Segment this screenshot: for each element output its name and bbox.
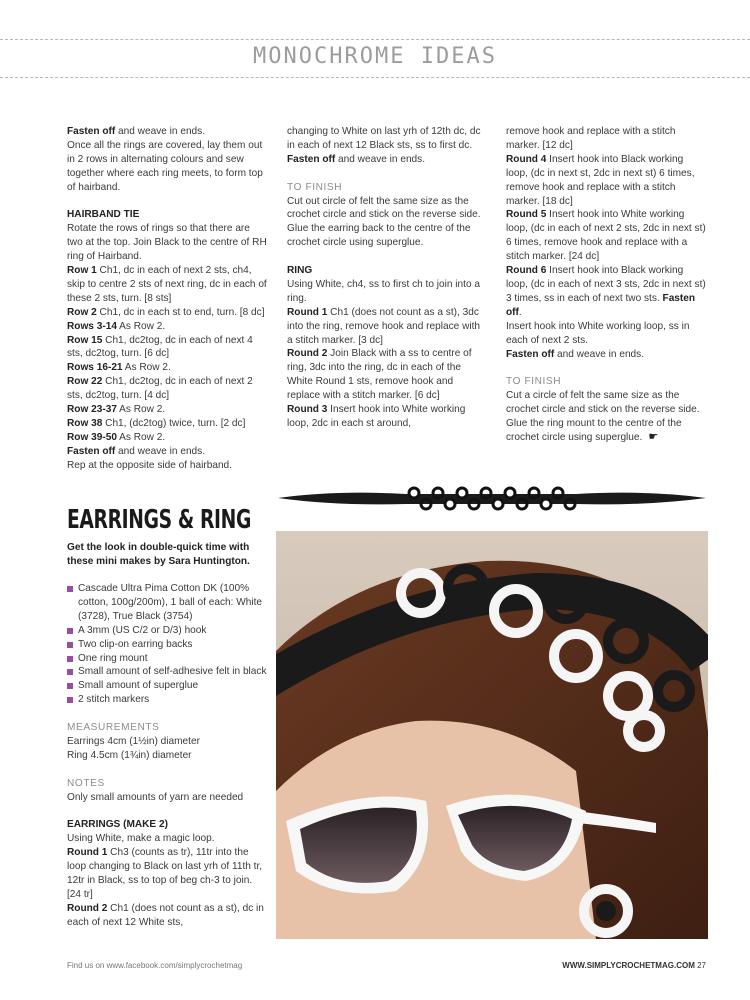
- section-heading-earrings: EARRINGS (MAKE 2): [67, 819, 168, 831]
- round-instruction: Round 1 Ch3 (counts as tr), 11tr into the loop changing to Black on last yrh of 11th tr, 12tr in Black, ss to top of beg ch-3 to join. [24 tr]: [67, 847, 263, 900]
- section-heading-hairband-tie: HAIRBAND TIE: [67, 209, 140, 221]
- row-instruction: Rows 16-21 As Row 2.: [67, 362, 171, 374]
- material-item: 2 stitch markers: [67, 693, 267, 707]
- materials-list: [67, 582, 267, 707]
- row-instruction: Row 22 Ch1, dc2tog, dc in each of next 2 sts, dc2tog, turn. [4 dc]: [67, 376, 253, 402]
- earrings-ring-title: EARRINGS & RING: [67, 505, 251, 535]
- paragraph: Cut out circle of felt the same size as the crochet circle and stick on the reverse side. Glue the earring back to the centre of the crochet circle using superglue.: [287, 195, 481, 249]
- page-number: 27: [697, 961, 706, 970]
- bold-text: Fasten off: [67, 126, 116, 137]
- measurement-ring: Ring 4.5cm (1¾in) diameter: [67, 749, 192, 761]
- paragraph: changing to White on last yrh of 12th dc, dc in each of next 12 Black sts, ss to first dc.: [287, 126, 481, 151]
- paragraph: Once all the rings are covered, lay them out in 2 rows in alternating colours and sew together where each ring meets, to form top of hairband.: [67, 139, 263, 193]
- row-instruction: Row 2 Ch1, dc in each st to end, turn. [8 dc]: [67, 306, 265, 318]
- page-section-title: MONOCHROME IDEAS: [253, 44, 497, 69]
- round-instruction: Round 5 Insert hook into White working loop, (dc in each of next 2 sts, 2dc in next st) 6 times, remove hook and replace with a stitch marker. [24 dc]: [506, 209, 706, 263]
- round-instruction: Round 2 Ch1 (does not count as a st), dc in each of next 12 White sts,: [67, 902, 264, 928]
- round-instruction: Round 1 Ch1 (does not count as a st), 3dc into the ring, remove hook and replace with a stitch marker. [3 dc]: [287, 306, 481, 346]
- material-item: Small amount of self-adhesive felt in black: [67, 665, 267, 679]
- row-instruction: Rows 3-14 As Row 2.: [67, 320, 166, 332]
- footer-facebook: Find us on www.facebook.com/simplycrochetmag: [67, 961, 243, 970]
- earrings-intro: Get the look in double-quick time with these mini makes by Sara Huntington.: [67, 542, 250, 567]
- subheading-to-finish: TO FINISH: [506, 376, 562, 388]
- material-item: One ring mount: [67, 652, 267, 666]
- round-instruction: Round 2 Join Black with a ss to centre of ring, 3dc into the ring, dc in each of the White Round 1 sts, remove hook and replace with a stitch marker. [6 dc]: [287, 348, 472, 402]
- subheading-to-finish: TO FINISH: [287, 181, 343, 193]
- material-item: Small amount of superglue: [67, 679, 267, 693]
- measurement-earrings: Earrings 4cm (1½in) diameter: [67, 735, 200, 747]
- hairband-illustration: [276, 480, 708, 516]
- row-instruction: Fasten off and weave in ends.: [67, 445, 206, 457]
- notes-text: Only small amounts of yarn are needed: [67, 791, 244, 803]
- subheading-notes: NOTES: [67, 777, 105, 789]
- round-instruction: Round 3 Insert hook into White working loop, 2dc in each st around,: [287, 404, 466, 429]
- paragraph: remove hook and replace with a stitch marker. [12 dc]: [506, 126, 676, 151]
- text-column-1: [67, 125, 267, 473]
- body-text: and weave in ends.: [554, 348, 645, 360]
- material-item: Two clip-on earring backs: [67, 638, 267, 652]
- round-instruction: Round 4 Insert hook into Black working loop, (dc in next st, 2dc in next st) 6 times, remove hook and replace with a stitch marker. [18 dc]: [506, 153, 695, 207]
- row-instruction: Row 23-37 As Row 2.: [67, 404, 166, 416]
- text-column-2: [287, 125, 483, 431]
- paragraph: Rep at the opposite side of hairband.: [67, 459, 232, 471]
- round-instruction: Round 6 Insert hook into Black working loop, (dc in each of next 3 sts, 2dc in next st) 3 times, ss in each of next two sts. Fasten off.: [506, 265, 706, 318]
- text-column-3: [506, 125, 706, 445]
- model-photo: [276, 531, 708, 939]
- subheading-measurements: MEASUREMENTS: [67, 722, 160, 734]
- row-instruction: Row 15 Ch1, dc2tog, dc in each of next 4 sts, dc2tog, turn. [6 dc]: [67, 334, 253, 360]
- bold-text: Fasten off: [506, 348, 555, 360]
- material-item: A 3mm (US C/2 or D/3) hook: [67, 624, 267, 638]
- paragraph: Using White, make a magic loop.: [67, 833, 215, 845]
- row-instruction: Row 38 Ch1, (dc2tog) twice, turn. [2 dc]: [67, 418, 246, 430]
- material-item: Cascade Ultra Pima Cotton DK (100% cotton, 100g/200m), 1 ball of each: White (3728), True Black (3754): [67, 582, 267, 624]
- pointing-hand-icon: ☛: [648, 430, 659, 443]
- paragraph: Cut a circle of felt the same size as the crochet circle and stick on the reverse side.: [506, 390, 700, 416]
- paragraph: Using White, ch4, ss to first ch to join into a ring.: [287, 278, 480, 304]
- paragraph: Rotate the rows of rings so that there are two at the top. Join Black to the centre of RH ring of Hairband.: [67, 223, 267, 263]
- paragraph: Glue the ring mount to the centre of the crochet circle using superglue.: [506, 418, 682, 443]
- header-rule-top: [0, 39, 750, 40]
- paragraph: Insert hook into White working loop, ss in each of next 2 sts.: [506, 320, 690, 346]
- footer-site-page: [562, 961, 706, 970]
- row-instruction: Row 39-50 As Row 2.: [67, 431, 166, 443]
- earrings-column: [67, 582, 267, 930]
- body-text: and weave in ends.: [115, 126, 206, 137]
- section-heading-ring: RING: [287, 265, 313, 277]
- row-instruction: Row 1 Ch1, dc in each of next 2 sts, ch4, skip to centre 2 sts of next ring, dc in each of these 2 sts, turn. [8 sts]: [67, 265, 267, 304]
- bold-text: Fasten off: [287, 153, 336, 165]
- header-rule-bottom: [0, 77, 750, 78]
- footer-site: WWW.SIMPLYCROCHETMAG.COM: [562, 961, 695, 970]
- body-text: and weave in ends.: [335, 153, 426, 165]
